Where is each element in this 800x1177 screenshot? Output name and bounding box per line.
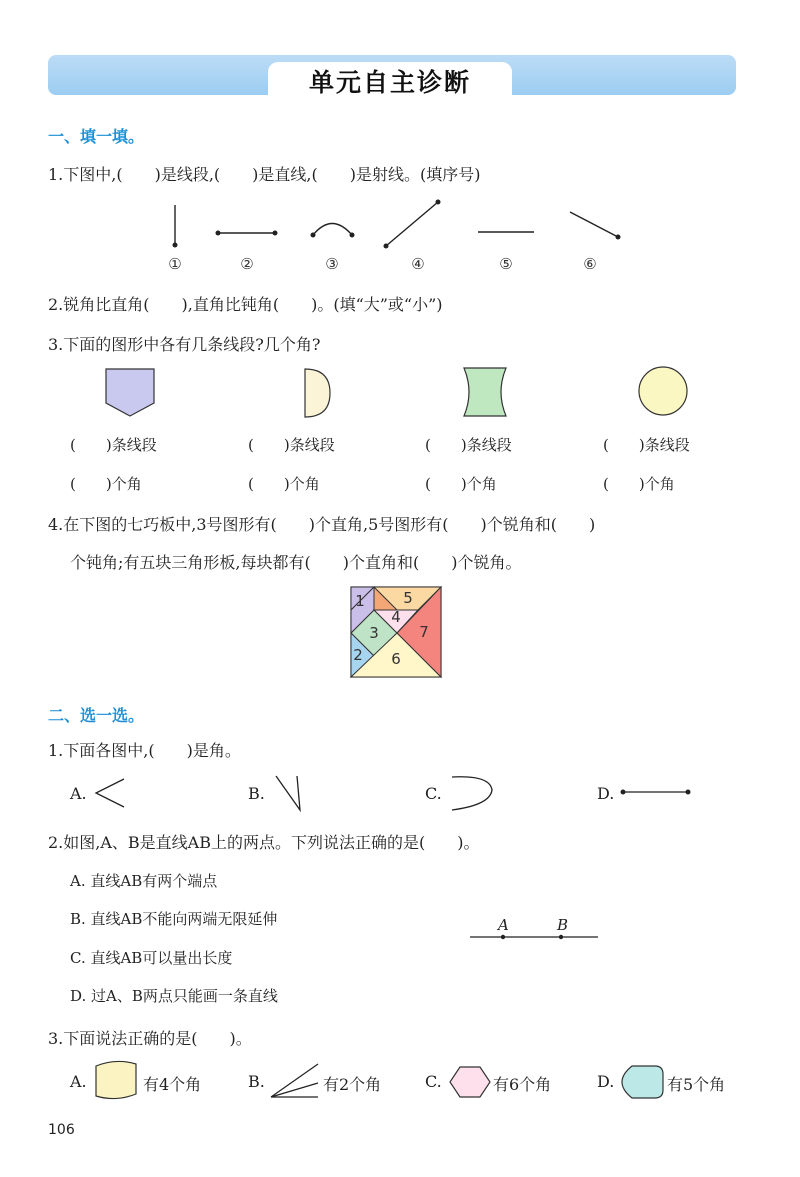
q2-2-option-a: A. 直线AB有两个端点 <box>70 872 218 890</box>
shape1-segments: ( )条线段 <box>70 436 157 454</box>
tangram-label-5: 5 <box>403 589 413 607</box>
tangram-label-3: 3 <box>369 624 379 642</box>
q2-2-option-b: B. 直线AB不能向两端无限延伸 <box>70 910 278 928</box>
shape1-angles: ( )个角 <box>70 475 142 493</box>
figure-label-3: ③ <box>325 255 339 273</box>
figure-label-1: ① <box>168 255 182 273</box>
shape2-angles: ( )个角 <box>248 475 320 493</box>
question-2-3: 3.下面说法正确的是( )。 <box>48 1029 252 1048</box>
q2-3-option-b-text: 有2个角 <box>323 1075 382 1094</box>
figure-wavy-rectangle <box>96 1061 136 1098</box>
q2-3-option-a-text: 有4个角 <box>143 1075 202 1094</box>
page-title: 单元自主诊断 <box>268 62 512 100</box>
figure-label-4: ④ <box>411 255 425 273</box>
shape4-segments: ( )条线段 <box>603 436 690 454</box>
figure-hexagon <box>450 1067 490 1097</box>
tangram-label-1: 1 <box>355 592 365 610</box>
q2-3-option-c-letter: C. <box>425 1072 442 1091</box>
question-1-2: 2.锐角比直角( ),直角比钝角( )。(填“大”或“小”) <box>48 295 443 314</box>
q2-3-option-c-text: 有6个角 <box>493 1075 552 1094</box>
q2-2-option-c: C. 直线AB可以量出长度 <box>70 949 233 967</box>
question-1-1: 1.下图中,( )是线段,( )是直线,( )是射线。(填序号) <box>48 165 481 184</box>
option-c-label: C. <box>425 784 442 803</box>
tangram-label-2: 2 <box>353 646 363 664</box>
shape2-segments: ( )条线段 <box>248 436 335 454</box>
q2-3-option-a-letter: A. <box>70 1072 87 1091</box>
figure-rounded-pentagon <box>622 1066 663 1098</box>
page-number: 106 <box>48 1122 75 1138</box>
question-1-4-line2: 个钝角;有五块三角形板,每块都有( )个直角和( )个锐角。 <box>70 553 522 572</box>
shape3-angles: ( )个角 <box>425 475 497 493</box>
option-a-label: A. <box>70 784 87 803</box>
figure-label-6: ⑥ <box>583 255 597 273</box>
shape4-angles: ( )个角 <box>603 475 675 493</box>
section-heading-fill: 一、填一填。 <box>48 127 145 146</box>
option-d-label: D. <box>597 784 615 803</box>
point-b-label: B <box>557 916 569 934</box>
question-2-2: 2.如图,A、B是直线AB上的两点。下列说法正确的是( )。 <box>48 833 480 852</box>
q2-3-option-d-letter: D. <box>597 1072 615 1091</box>
section-heading-choose: 二、选一选。 <box>48 706 145 725</box>
figure-label-2: ② <box>240 255 254 273</box>
question-1-4-line1: 4.在下图的七巧板中,3号图形有( )个直角,5号图形有( )个锐角和( ) <box>48 515 596 534</box>
q2-2-option-d: D. 过A、B两点只能画一条直线 <box>70 987 278 1005</box>
shape3-segments: ( )条线段 <box>425 436 512 454</box>
tangram-label-6: 6 <box>391 650 401 668</box>
tangram-label-4: 4 <box>391 608 401 626</box>
point-a-label: A <box>498 916 509 934</box>
option-b-label: B. <box>248 784 265 803</box>
q2-3-option-b-letter: B. <box>248 1072 265 1091</box>
figure-label-5: ⑤ <box>499 255 513 273</box>
question-1-3: 3.下面的图形中各有几条线段?几个角? <box>48 335 321 354</box>
question-2-1: 1.下面各图中,( )是角。 <box>48 741 241 760</box>
tangram-label-7: 7 <box>419 623 429 641</box>
q2-3-option-d-text: 有5个角 <box>667 1075 726 1094</box>
